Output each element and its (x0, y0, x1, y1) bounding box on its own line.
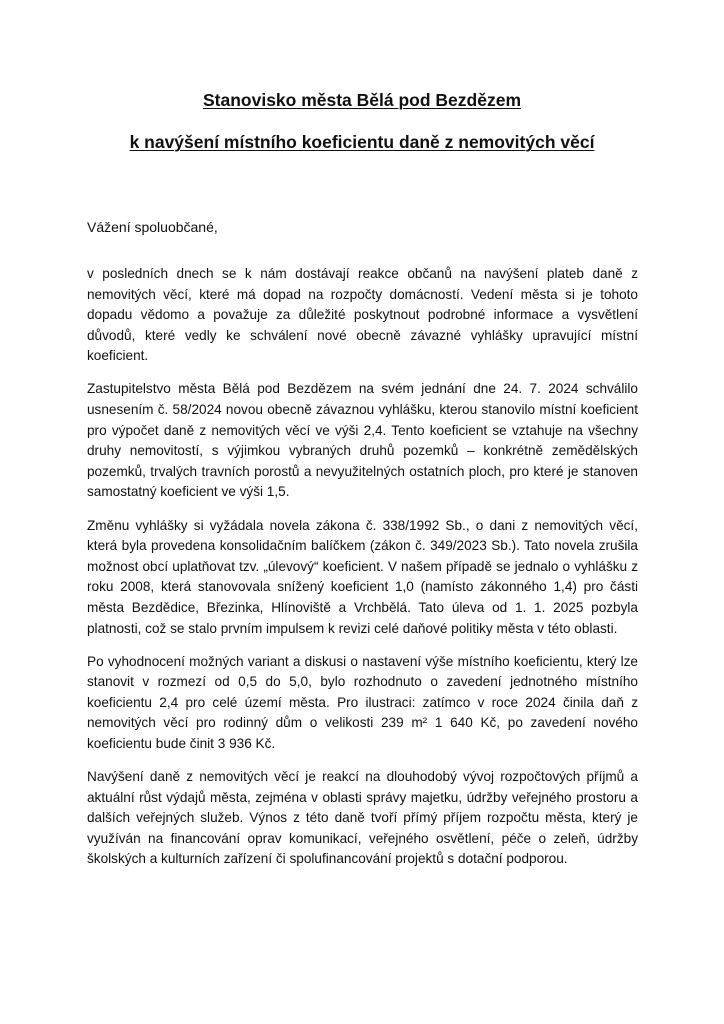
salutation: Vážení spoluobčané, (87, 219, 218, 235)
document-title: Stanovisko města Bělá pod Bezdězem (202, 90, 522, 110)
paragraph: Navýšení daně z nemovitých věcí je reakcí na dlouhodobý vývoj rozpočtových příjmů a aktuální růst výdajů města, zejména v oblasti správy majetku, údržby veřejného prostoru a dalších veřejných služeb. Výnos z této daně tvoří přímý příjem rozpočtu města, který je využíván na financování oprav komunikací, veřejného osvětlení, péče o zeleň, údržby školských a kulturních zařízení či spolufinancování projektů s dotační podporou. (87, 769, 638, 867)
paragraph: Zastupitelstvo města Bělá pod Bezdězem na svém jednání dne 24. 7. 2024 schválilo usnesením č. 58/2024 novou obecně závaznou vyhlášku, kterou stanovilo místní koeficient pro výpočet daně z nemovitých věcí ve výši 2,4. Tento koeficient se vztahuje na všechny druhy nemovitostí, s výjimkou vybraných druhů pozemků – konkrétně zemědělských pozemků, trvalých travních porostů a nevyužitelných ostatních ploch, pro které je stanoven samostatný koeficient ve výši 1,5. (87, 381, 638, 500)
paragraph: Změnu vyhlášky si vyžádala novela zákona č. 338/1992 Sb., o dani z nemovitých věcí, která byla provedena konsolidačním balíčkem (zákon č. 349/2023 Sb.). Tato novela zrušila možnost obcí uplatňovat tzv. „úlevový“ koeficient. V našem případě se jednalo o vyhlášku z roku 2008, která stanovovala snížený koeficient 1,0 (namísto zákonného 1,4) pro části města Bezdědice, Březinka, Hlínoviště a Vrchbělá. Tato úleva od 1. 1. 2025 pozbyla platnosti, což se stalo prvním impulsem k revizi celé daňové politiky města v této oblasti. (87, 517, 638, 636)
document-subtitle: k navýšení místního koeficientu daně z nemovitých věcí (129, 132, 595, 152)
paragraph: v posledních dnech se k nám dostávají reakce občanů na navýšení plateb daně z nemovitých věcí, které má dopad na rozpočty domácností. Vedení města si je tohoto dopadu vědomo a považuje za důležité poskytnout podrobné informace a vysvětlení důvodů, které vedly ke schválení nové obecně závazné vyhlášky upravující místní koeficient. (87, 266, 638, 364)
body-text (87, 264, 638, 883)
paragraph: Po vyhodnocení možných variant a diskusi o nastavení výše místního koeficientu, který lze stanovit v rozmezí od 0,5 do 5,0, bylo rozhodnuto o zavedení jednotného místního koeficientu 2,4 pro celé území města. Pro ilustraci: zatímco v roce 2024 činila daň z nemovitých věcí pro rodinný dům o velikosti 239 m² 1 640 Kč, po zavedení nového koeficientu bude činit 3 936 Kč. (87, 653, 638, 751)
